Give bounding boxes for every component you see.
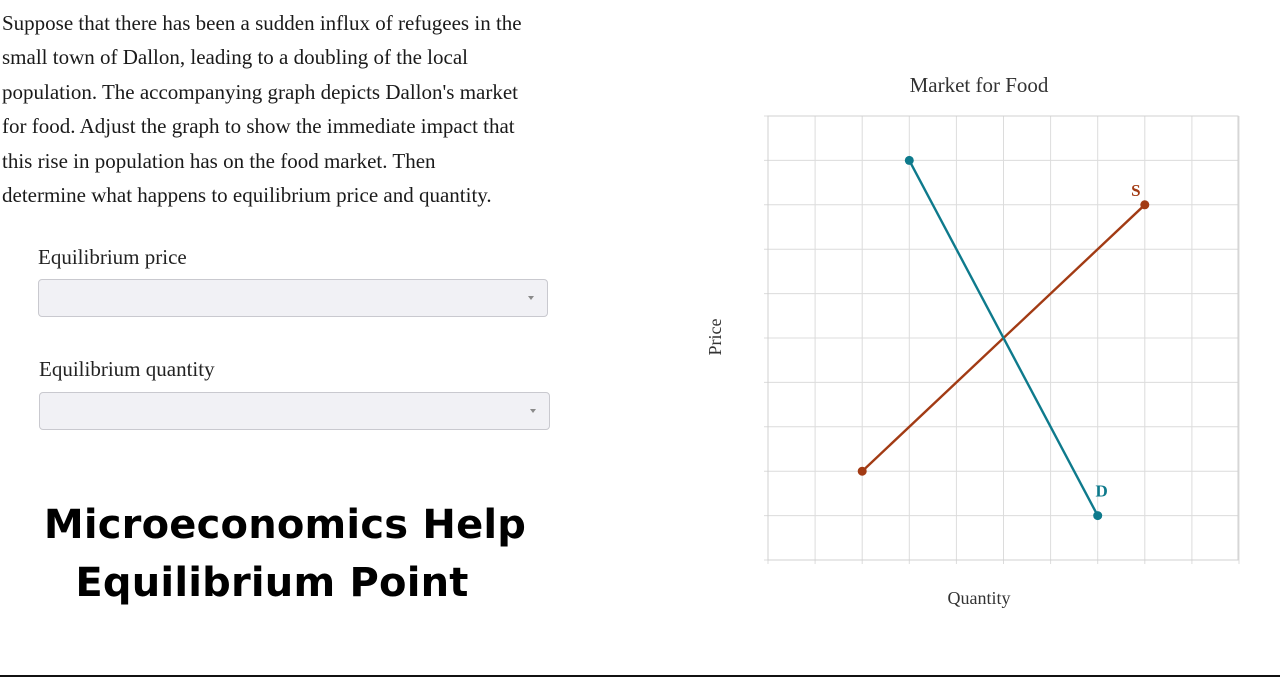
curve-d-label: D (1095, 481, 1108, 501)
chart-title: Market for Food (909, 73, 1049, 97)
equilibrium-price-label: Equilibrium price (38, 245, 187, 269)
question-line: determine what happens to equilibrium price and quantity. (2, 183, 492, 208)
curve-s-handle[interactable] (858, 467, 867, 476)
promo-subtitle: Equilibrium Point (75, 560, 469, 606)
curve-d-handle[interactable] (905, 156, 914, 165)
curve-d-handle[interactable] (1093, 511, 1102, 520)
y-axis-label: Price (705, 318, 725, 356)
x-axis-label: Quantity (947, 588, 1011, 608)
question-line: this rise in population has on the food market. Then (2, 148, 436, 173)
bottom-divider (0, 675, 1280, 677)
question-line: population. The accompanying graph depicts Dallon's market (2, 79, 519, 104)
curve-s-label: S (1131, 180, 1141, 200)
question-line: Suppose that there has been a sudden influx of refugees in the (2, 11, 522, 35)
question-line: for food. Adjust the graph to show the immediate impact that (2, 114, 515, 139)
equilibrium-quantity-label: Equilibrium quantity (39, 357, 215, 381)
curve-s-handle[interactable] (1140, 200, 1149, 209)
promo-title: Microeconomics Help (43, 502, 527, 548)
question-line: small town of Dallon, leading to a doubling of the local (2, 45, 468, 70)
